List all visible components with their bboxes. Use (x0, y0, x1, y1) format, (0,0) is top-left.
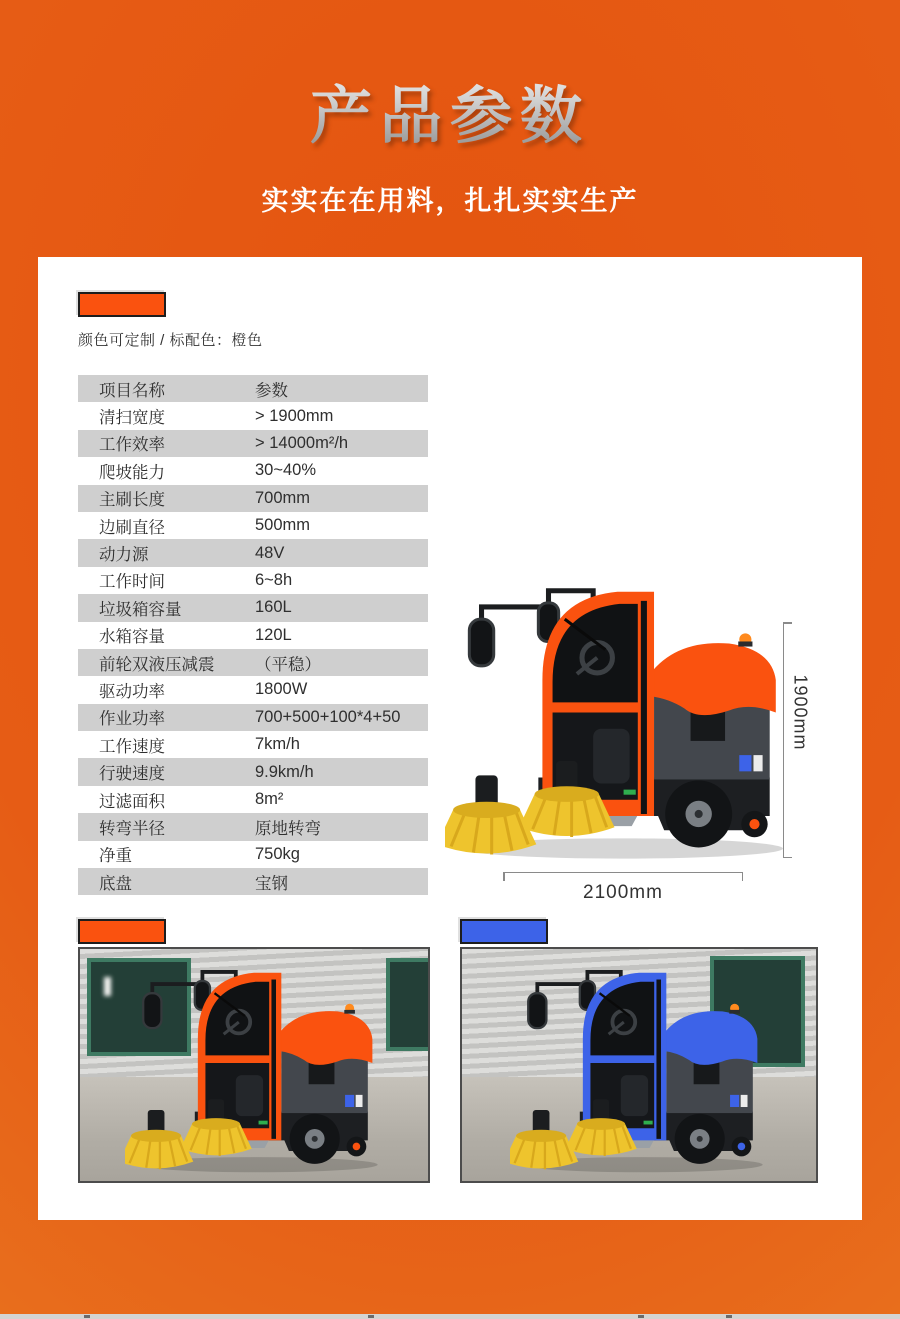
spec-table-header (78, 375, 428, 402)
spec-label: 工作速度 (99, 737, 165, 756)
window-glare (104, 977, 111, 997)
spec-table-row (78, 704, 428, 731)
spec-table-row (78, 868, 428, 895)
spec-label: 净重 (99, 847, 132, 866)
spec-label: 主刷长度 (99, 491, 165, 510)
spec-value: > 14000m²/h (255, 433, 349, 452)
spec-value: 48V (255, 543, 285, 562)
spec-value: （平稳） (255, 655, 321, 674)
spec-label: 作业功率 (99, 710, 165, 729)
spec-label: 前轮双液压减震 (99, 655, 215, 674)
spec-table-row (78, 567, 428, 594)
spec-table-row (78, 430, 428, 457)
page-subtitle: 实实在在用料，扎扎实实生产 (261, 186, 639, 216)
spec-label: 项目名称 (99, 381, 165, 400)
sweeper-illustration-orange (445, 560, 790, 865)
spec-label: 过滤面积 (99, 792, 165, 811)
page-header (0, 0, 900, 218)
spec-value: 500mm (255, 516, 311, 535)
next-section-edge (0, 1314, 900, 1319)
window (386, 958, 430, 1051)
spec-table-row (78, 402, 428, 429)
spec-value: 30~40% (255, 461, 317, 480)
spec-label: 水箱容量 (99, 628, 165, 647)
spec-table-row (78, 539, 428, 566)
spec-value: 6~8h (255, 570, 293, 589)
spec-table-row (78, 485, 428, 512)
variant-card-orange (78, 919, 430, 1183)
variant-photo-blue (460, 947, 818, 1183)
spec-value: 8m² (255, 790, 284, 809)
spec-label: 底盘 (99, 874, 132, 893)
spec-value: 120L (255, 625, 292, 644)
spec-table-row (78, 841, 428, 868)
length-dimension-label: 2100mm (583, 882, 663, 903)
spec-label: 清扫宽度 (99, 409, 165, 428)
sweeper-illustration-blue (510, 949, 768, 1177)
spec-table-row (78, 758, 428, 785)
spec-table-row (78, 676, 428, 703)
spec-label: 垃圾箱容量 (99, 600, 182, 619)
product-image-main (445, 560, 790, 865)
content-card (38, 257, 862, 1220)
spec-label: 边刷直径 (99, 518, 165, 537)
spec-table-row (78, 786, 428, 813)
variant-swatch-orange (78, 919, 166, 944)
color-customization-note: 颜色可定制 / 标配色：橙色 (78, 332, 263, 349)
length-dimension-line (503, 872, 743, 881)
spec-label: 转弯半径 (99, 819, 165, 838)
spec-label: 行驶速度 (99, 765, 165, 784)
spec-table-row (78, 731, 428, 758)
spec-label: 爬坡能力 (99, 463, 165, 482)
sweeper-illustration-orange (125, 949, 383, 1177)
spec-value: 原地转弯 (255, 819, 321, 838)
spec-label: 工作效率 (99, 436, 165, 455)
spec-label: 驱动功率 (99, 682, 165, 701)
height-dimension-label: 1900mm (790, 674, 811, 751)
spec-value: 160L (255, 598, 292, 617)
variant-swatch-blue (460, 919, 548, 944)
spec-value: 9.9km/h (255, 762, 314, 781)
spec-value: 参数 (255, 381, 288, 400)
spec-label: 工作时间 (99, 573, 165, 592)
spec-table-row (78, 813, 428, 840)
spec-table-row (78, 622, 428, 649)
spec-table (78, 375, 428, 895)
page-title: 产品参数 (0, 66, 900, 155)
spec-table-row (78, 649, 428, 676)
spec-value: > 1900mm (255, 406, 334, 425)
spec-value: 宝钢 (255, 874, 288, 893)
spec-value: 1800W (255, 680, 308, 699)
spec-table-row (78, 457, 428, 484)
standard-color-swatch (78, 292, 166, 317)
spec-label: 动力源 (99, 546, 149, 565)
spec-value: 700mm (255, 488, 311, 507)
spec-table-row (78, 512, 428, 539)
variant-card-blue (460, 919, 818, 1183)
spec-table-row (78, 594, 428, 621)
spec-value: 750kg (255, 844, 300, 863)
spec-value: 7km/h (255, 735, 300, 754)
variant-photo-orange (78, 947, 430, 1183)
spec-value: 700+500+100*4+50 (255, 707, 401, 726)
